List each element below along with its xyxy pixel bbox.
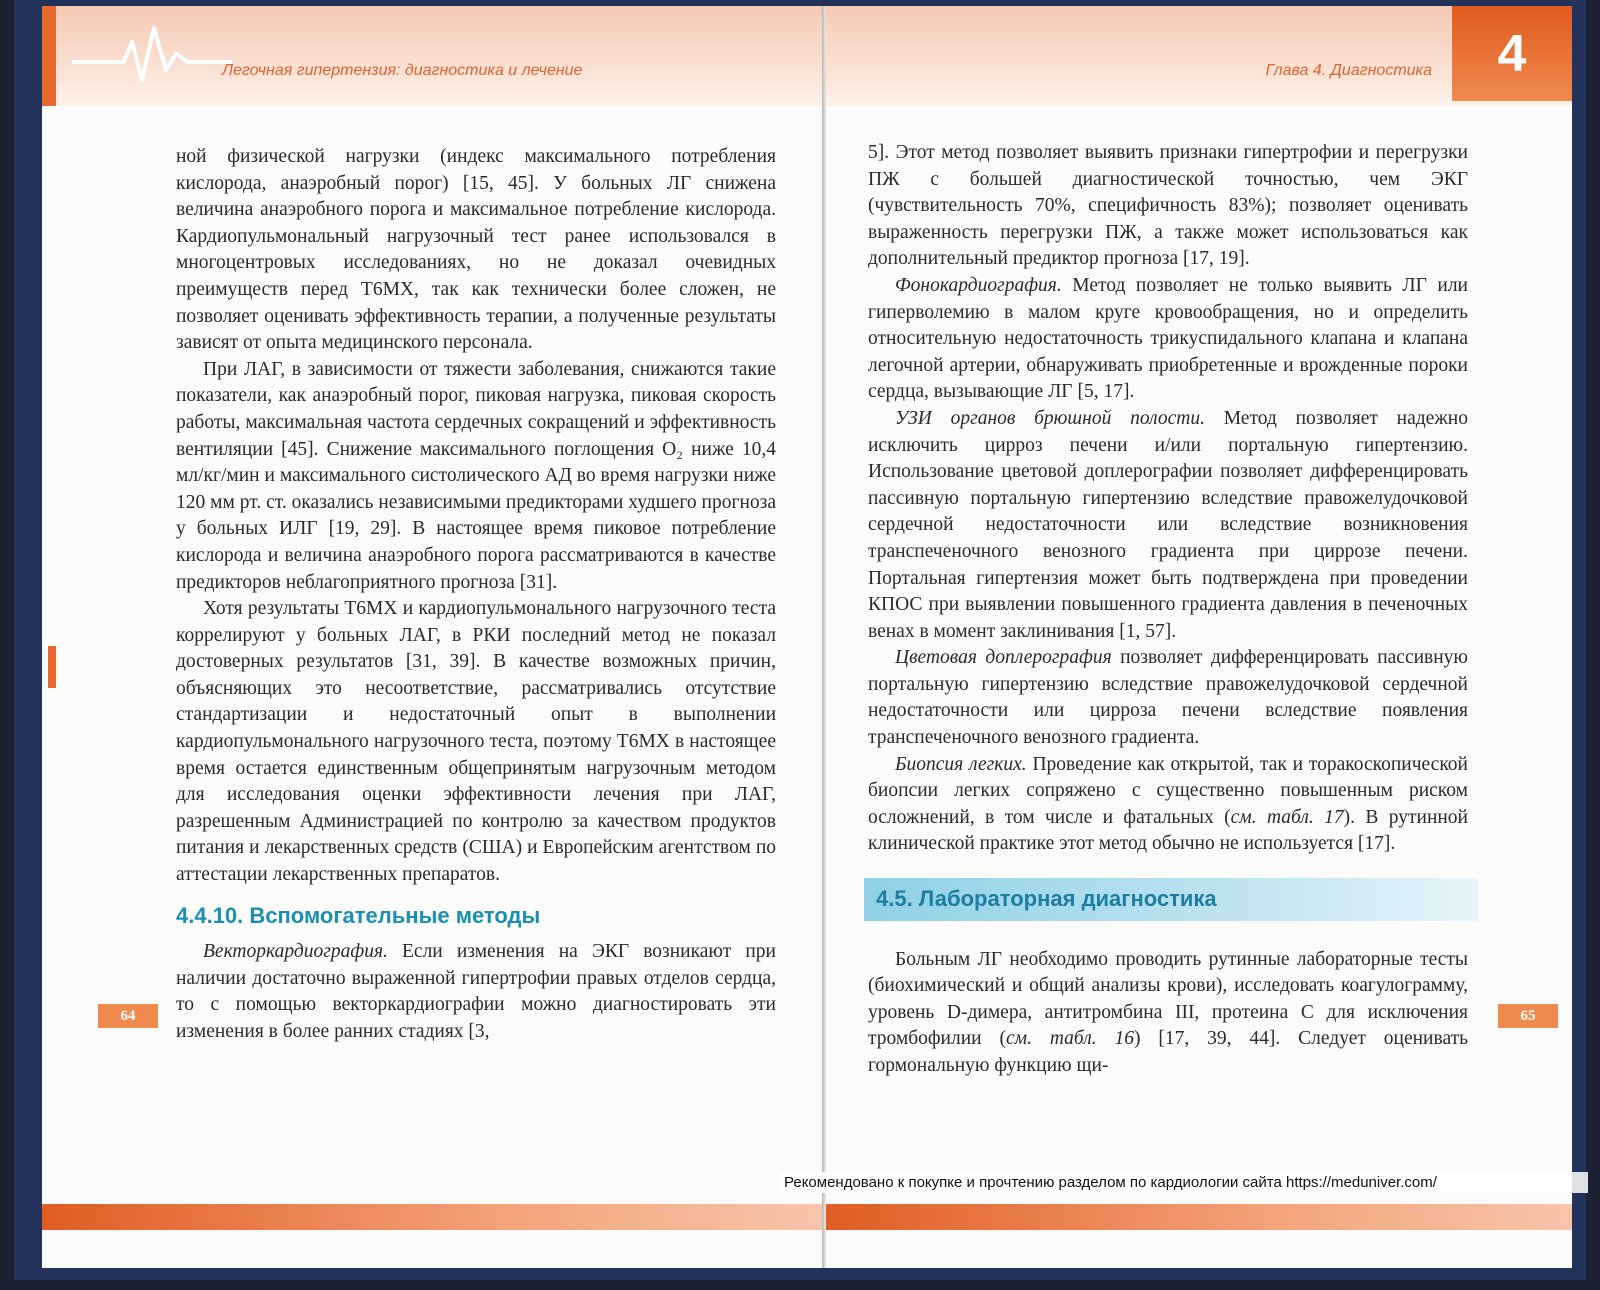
paragraph-text: Больным ЛГ необходимо проводить рутинные лабораторные тесты (биохимический и общий анализы крови), исследовать коагулограмму, уровень D-димера, антитромбина III, протеина С для исключения тромбофилии ( [868, 948, 1468, 1050]
paragraph: При ЛАГ, в зависимости от тяжести заболевания, снижаются такие показатели, как анаэробный порог, пиковая нагрузка, пиковая скорость работы, максимальная частота сердечных сокращений и эффективность вентиляции [45]. Снижение максимального поглощения O₂ ниже 10,4 мл/кг/мин и максимального систолического АД во время нагрузки ниже 120 мм рт. ст. оказались независимыми предикторами худшего прогноза у больных ИЛГ [19, 29]. В настоящее время пиковое потребление кислорода и величина анаэробного порога рассматриваются в качестве предикторов неблагоприятного прогноза [31]. [176, 358, 776, 593]
term: Фонокардиография. [895, 274, 1062, 296]
paragraph: 5]. Этот метод позволяет выявить признаки гипертрофии и перегрузки ПЖ с большей диагностической точностью, чем ЭКГ (чувствительность 70%, специфичность 83%); позволяет оценивать выраженность перегрузки ПЖ, а также может использоваться как дополнительный предиктор прогноза [17, 19]. [868, 142, 1468, 270]
page-number: 64 [98, 1004, 158, 1028]
watermark-note: Рекомендовано к покупке и прочтению разделом по кардиологии сайта https://meduniver.com/ [780, 1172, 1588, 1193]
section-heading: 4.5. Лабораторная диагностика [864, 878, 1478, 921]
section-heading: 4.4.10. Вспомогательные методы [176, 902, 541, 928]
term: Цветовая доплерография [895, 647, 1112, 669]
term: Векторкардиография. [203, 941, 388, 963]
paragraph [176, 939, 776, 1045]
paragraph-text: Проведение как открытой, так и торакоскопической биопсии легких сопряжено с существенно повышенным риском осложнений, в том числе и фатальных ( [868, 753, 1468, 828]
left-page [42, 6, 822, 1268]
paragraph-text: ) [17, 39, 44]. Следует оценивать гормональную функцию щи- [868, 1028, 1469, 1076]
paragraph: Хотя результаты Т6МХ и кардиопульмонального нагрузочного теста коррелируют у больных ЛАГ, в РКИ последний метод не показал достоверных результатов [31, 39]. В качестве возможных причин, объясняющих это несоответствие, рассматривались отсутствие стандартизации и недостаточный опыт в выполнении кардиопульмонального нагрузочного теста, поэтому Т6МХ в настоящее время остается единственным общепринятым нагрузочным методом для исследования оценки эффективности лечения при ЛАГ, разрешенным Администрацией по контролю за качеством продуктов питания и лекарственных средств (США) и Европейским агентством по аттестации лекарственных препаратов. [176, 598, 776, 886]
paragraph [868, 406, 1468, 645]
paragraph-text: Если изменения на ЭКГ возникают при наличии достаточно выраженной гипертрофии правых отделов сердца, то с помощью векторкардиографии можно диагностировать эти изменения в более ранних стадиях [3, [176, 941, 776, 1042]
paragraph-text: Метод позволяет надежно исключить цирроз печени и/или портальную гипертензию. Использование цветовой доплерографии позволяет дифференцировать пассивную портальную гипертензию вследствие правожелудочковой сердечной недостаточности или вследствие возникновения транспеченочного венозного градиента при циррозе печени. Портальная гипертензия может быть подтверждена при проведении КПОС при выявлении повышенного градиента давления в печеночных венах в момент заклинивания [1, 57]. [868, 407, 1468, 642]
chapter-tab [1452, 6, 1572, 101]
running-head: Легочная гипертензия: диагностика и лечение [222, 62, 583, 79]
footer-band [42, 1204, 822, 1230]
footer-band [826, 1204, 1572, 1230]
table-reference: см. табл. 16 [1005, 1028, 1134, 1050]
paragraph [868, 752, 1468, 858]
open-book [14, 0, 1586, 1280]
table-reference: см. табл. 17 [1230, 806, 1344, 828]
paragraph-text: Метод позволяет не только выявить ЛГ или гиперволемию в малом круге кровообращения, но и определить относительную недостаточность трикуспидального клапана и клапана легочной артерии, обнаруживать приобретенные и врожденные пороки сердца, вызывающие ЛГ [5, 17]. [868, 274, 1468, 403]
heartbeat-icon [72, 20, 232, 90]
edge-mark [48, 646, 56, 688]
page-number: 65 [1498, 1004, 1558, 1028]
paragraph [868, 273, 1468, 406]
paragraph [868, 947, 1468, 1080]
paragraph: ной физической нагрузки (индекс максимального потребления кислорода, анаэробный порог) [15, 45]. У больных ЛГ снижена величина анаэробного порога и максимальное потребление кислорода. Кардиопульмональный нагрузочный тест ранее использовался в многоцентровых исследованиях, но не доказал очевидных преимуществ перед Т6МХ, так как технически более сложен, не позволяет оценивать эффективность терапии, а полученные результаты зависят от опыта медицинского персонала. [176, 146, 776, 354]
left-text-block [176, 144, 776, 1046]
paragraph-text: позволяет дифференцировать пассивную портальную гипертензию вследствие правожелудочковой сердечной недостаточности или цирроза печени вследствие появления транспеченочного венозного градиента. [868, 647, 1468, 749]
term: Биопсия легких. [895, 753, 1027, 775]
right-text-block [868, 140, 1468, 1080]
right-page [826, 6, 1572, 1268]
paragraph [868, 645, 1468, 751]
paragraph-text: ). В рутинной клинической практике этот метод обычно не используется [17]. [868, 806, 1468, 855]
running-head: Глава 4. Диагностика [1265, 62, 1432, 79]
chapter-number: 4 [1497, 24, 1527, 83]
term: УЗИ органов брюшной полости. [895, 407, 1205, 429]
